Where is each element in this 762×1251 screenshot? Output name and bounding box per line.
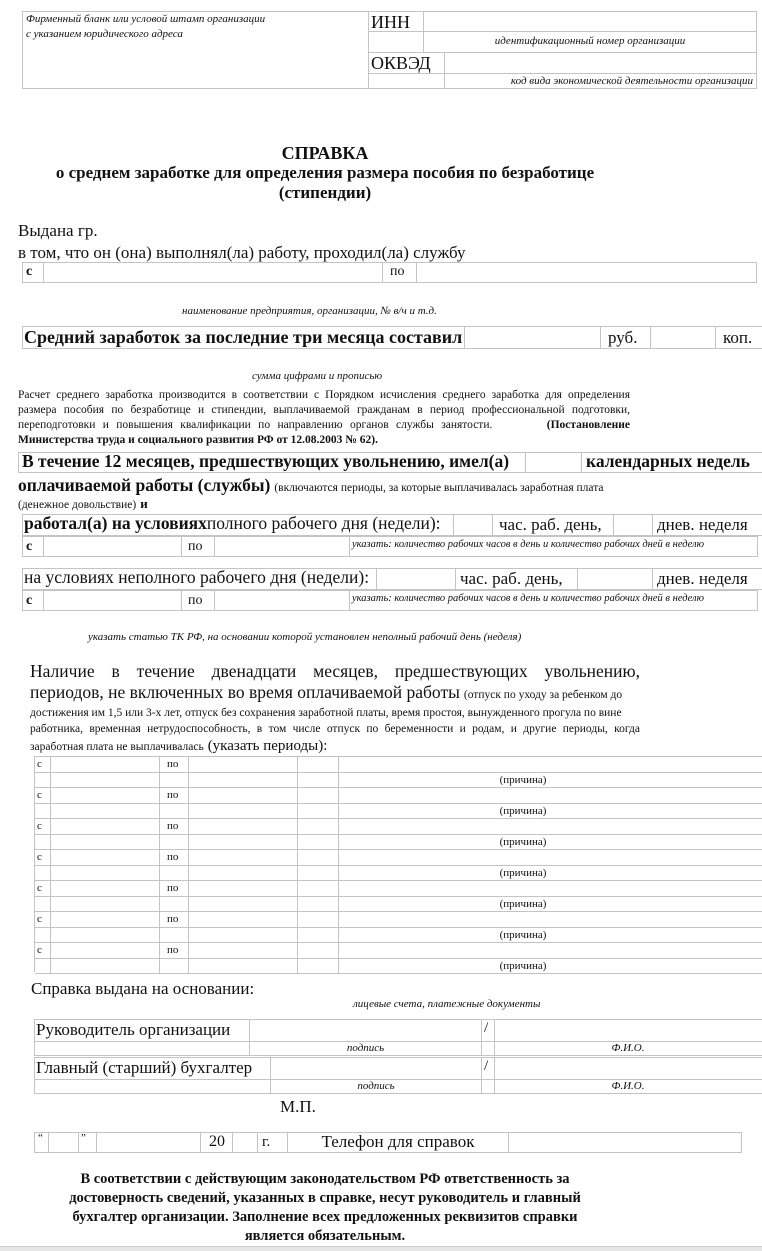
period-dates-row — [35, 757, 762, 773]
period-to-label: по — [160, 788, 189, 804]
stamp-caption-line1: Фирменный бланк или условой штамп организации — [26, 13, 266, 25]
period-blank-cell — [189, 866, 298, 882]
period-blank-cell — [51, 835, 160, 851]
issued-to-label: Выдана гр. — [18, 221, 98, 240]
inn-caption: идентификационный номер организации — [494, 35, 686, 47]
period-reason-row — [35, 897, 762, 913]
inn-input[interactable] — [423, 11, 757, 32]
full-time-label-plain: полного рабочего дня (недели): — [206, 513, 441, 533]
period-blank-cell — [160, 897, 189, 913]
work-from-input[interactable] — [43, 262, 383, 283]
phone-input[interactable] — [508, 1132, 742, 1153]
year-prefix: 20 — [209, 1133, 225, 1150]
full-time-hours-input[interactable] — [453, 514, 493, 536]
period-reason-input[interactable] — [339, 912, 762, 928]
full-time-label-bold: работал(а) на условиях — [24, 513, 207, 533]
period-blank-cell — [298, 928, 339, 944]
period-reason-input[interactable] — [339, 757, 762, 773]
excluded-periods-table — [34, 756, 762, 972]
org-caption: наименование предприятия, организации, № в/ч и т.д. — [182, 305, 437, 317]
director-caption-slash-spacer — [481, 1041, 495, 1056]
stamp-caption-line2: с указанием юридического адреса — [26, 28, 183, 40]
accountant-signature-caption: подпись — [357, 1080, 395, 1092]
notice-line-1: В соответствии с действующим законодательством РФ ответственность за — [80, 1171, 570, 1187]
period-from-label: с — [35, 788, 51, 804]
period-reason-input[interactable]: (причина) — [339, 835, 762, 851]
period-blank-cell — [298, 866, 339, 882]
part-time-days-label: днев. неделя — [657, 569, 748, 588]
doc-title: СПРАВКА — [281, 143, 369, 163]
from-label: с — [26, 264, 33, 279]
period-blank-cell — [160, 804, 189, 820]
tk-article-caption: указать статью ТК РФ, на основании которой установлен неполный рабочий день (неделя) — [88, 631, 522, 643]
excluded-line-3: достижения им 1,5 или 3-х лет, отпуск без сохранения заработной платы, время простоя, вынужденного прогула по вине — [30, 707, 622, 719]
day-input[interactable] — [48, 1132, 79, 1153]
rub-input[interactable] — [464, 326, 601, 349]
period-blank-cell — [160, 866, 189, 882]
period-blank-cell — [35, 928, 51, 944]
worked-label: в том, что он (она) выполнял(ла) работу, проходил(ла) службу — [18, 243, 466, 262]
inn-caption-spacer — [368, 31, 424, 53]
period-from-label: с — [35, 943, 51, 959]
basis-caption: лицевые счета, платежные документы — [353, 998, 541, 1010]
part-from-input[interactable] — [43, 590, 182, 611]
paid-work-label: оплачиваемой работы (службы) — [18, 475, 271, 495]
period-blank-cell — [51, 928, 160, 944]
period-blank-cell — [35, 804, 51, 820]
average-label: Средний заработок за последние три месяца составил — [24, 327, 463, 347]
full-time-days-label: днев. неделя — [657, 515, 748, 534]
phone-label: Телефон для справок — [321, 1132, 475, 1151]
period-reason-input[interactable] — [298, 788, 339, 804]
period-to-input[interactable] — [189, 943, 298, 959]
doc-subtitle: о среднем заработке для определения размера пособия по безработице — [55, 163, 595, 182]
period-blank-cell — [35, 835, 51, 851]
paid-work-line-2 — [18, 496, 148, 512]
period-blank-cell — [189, 773, 298, 789]
excluded-line-5: заработная плата не выплачивалась — [30, 741, 204, 753]
amount-caption: сумма цифрами и прописью — [252, 370, 383, 382]
period-reason-input[interactable] — [298, 881, 339, 897]
stamp-place-label: М.П. — [280, 1097, 316, 1116]
excluded-line-2-note: (отпуск по уходу за ребенком до — [463, 689, 623, 701]
note-line-2: размера пособия по безработице и стипендии, выплачиваемой гражданам в период профессиональной подготовки, — [18, 404, 630, 416]
part-time-hours-input[interactable] — [376, 568, 456, 590]
accountant-label: Главный (старший) бухгалтер — [36, 1058, 253, 1077]
period-blank-cell — [160, 773, 189, 789]
period-reason-input[interactable]: (причина) — [339, 804, 762, 820]
paid-work-line — [18, 477, 603, 495]
period-from-input[interactable] — [51, 881, 160, 897]
part-time-hint: указать: количество рабочих часов в день и количество рабочих дней в неделю — [352, 593, 705, 604]
period-from-input[interactable] — [51, 850, 160, 866]
accountant-signature-input[interactable] — [270, 1057, 482, 1080]
director-slash: / — [484, 1020, 489, 1036]
period-reason-input[interactable]: (причина) — [339, 959, 762, 975]
period-to-input[interactable] — [189, 881, 298, 897]
excluded-periods-text — [30, 660, 640, 756]
period-reason-input[interactable] — [339, 819, 762, 835]
period-blank-cell — [35, 897, 51, 913]
period-blank-cell — [51, 897, 160, 913]
page-bottom-edge — [0, 1246, 762, 1251]
accountant-caption-slash-spacer — [481, 1079, 495, 1094]
period-dates-row — [35, 881, 762, 897]
period-blank-cell — [189, 959, 298, 975]
kop-input[interactable] — [650, 326, 716, 349]
period-dates-row — [35, 788, 762, 804]
period-reason-input[interactable] — [339, 943, 762, 959]
period-from-input[interactable] — [51, 819, 160, 835]
part-to-input[interactable] — [214, 590, 350, 611]
period-blank-cell — [298, 835, 339, 851]
responsibility-notice — [0, 1170, 650, 1246]
period-from-label: с — [35, 881, 51, 897]
director-caption-spacer — [34, 1041, 250, 1056]
period-dates-row — [35, 943, 762, 959]
period-blank-cell — [35, 866, 51, 882]
period-to-input[interactable] — [189, 850, 298, 866]
accountant-name-caption: Ф.И.О. — [611, 1080, 645, 1092]
period-reason-row — [35, 773, 762, 789]
period-blank-cell — [189, 928, 298, 944]
rub-label: руб. — [608, 328, 638, 347]
period-blank-cell — [298, 959, 339, 975]
period-reason-row — [35, 928, 762, 944]
part-to-label: по — [188, 593, 203, 608]
period-to-input[interactable] — [189, 757, 298, 773]
period-blank-cell — [189, 897, 298, 913]
accountant-slash: / — [484, 1058, 489, 1074]
year-input[interactable] — [232, 1132, 258, 1153]
period-reason-input[interactable] — [298, 757, 339, 773]
period-from-label: с — [35, 819, 51, 835]
and-label: и — [140, 496, 148, 511]
director-label: Руководитель организации — [36, 1020, 231, 1039]
period-from-input[interactable] — [51, 788, 160, 804]
period-to-label: по — [160, 881, 189, 897]
period-reason-input[interactable] — [339, 850, 762, 866]
full-from-label: с — [26, 539, 33, 554]
full-time-days-input[interactable] — [613, 514, 653, 536]
okved-caption: код вида экономической деятельности организации — [510, 75, 753, 87]
part-time-label: на условиях неполного рабочего дня (недели): — [24, 567, 370, 587]
full-time-label — [24, 515, 441, 533]
period-from-input[interactable] — [51, 912, 160, 928]
period-reason-input[interactable] — [298, 819, 339, 835]
period-dates-row — [35, 912, 762, 928]
close-quote: ” — [81, 1132, 86, 1144]
period-blank-cell — [160, 959, 189, 975]
period-blank-cell — [298, 773, 339, 789]
period-reason-row — [35, 866, 762, 882]
period-from-label: с — [35, 850, 51, 866]
period-to-input[interactable] — [189, 912, 298, 928]
period-reason-input[interactable] — [298, 943, 339, 959]
full-to-label: по — [188, 539, 203, 554]
accountant-name-input[interactable] — [494, 1057, 762, 1080]
weeks-label: В течение 12 месяцев, предшествующих увольнению, имел(а) — [22, 451, 510, 471]
okved-input[interactable] — [444, 52, 757, 74]
period-to-label: по — [160, 850, 189, 866]
period-reason-input[interactable]: (причина) — [339, 897, 762, 913]
period-blank-cell — [51, 804, 160, 820]
excluded-line-1: Наличие в течение двенадцати месяцев, предшествующих увольнению, — [30, 661, 640, 681]
kop-label: коп. — [723, 328, 753, 347]
basis-label: Справка выдана на основании: — [31, 979, 255, 998]
period-reason-input[interactable] — [339, 788, 762, 804]
doc-subtitle-2: (стипендии) — [278, 183, 372, 202]
notice-line-2: достоверность сведений, указанных в справке, несут руководитель и главный — [69, 1190, 581, 1206]
note-line-1: Расчет среднего заработка производится в соответствии с Порядком исчисления среднего заработка для определения — [18, 389, 630, 401]
period-blank-cell — [35, 773, 51, 789]
full-time-hours-label: час. раб. день, — [499, 515, 602, 534]
period-blank-cell — [298, 897, 339, 913]
excluded-line-4: работника, временная нетрудоспособность, в том числе отпуск по беременности и родам, и другие периоды, когда — [30, 723, 640, 735]
period-reason-row — [35, 804, 762, 820]
excluded-line-2: периодов, не включенных во время оплачиваемой работы — [30, 682, 460, 702]
period-blank-cell — [51, 866, 160, 882]
full-time-hint: указать: количество рабочих часов в день и количество рабочих дней в неделю — [352, 539, 705, 550]
period-reason-input[interactable]: (причина) — [339, 773, 762, 789]
to-label: по — [390, 264, 405, 279]
part-time-hours-label: час. раб. день, — [460, 569, 563, 588]
note-line-4: Министерства труда и социального развития РФ от 12.08.2003 № 62). — [18, 434, 378, 446]
part-time-days-input[interactable] — [577, 568, 653, 590]
note-line-3: переподготовки и повышения квалификации по направлению органов службы занятости. — [18, 419, 493, 431]
director-name-caption: Ф.И.О. — [611, 1042, 645, 1054]
period-reason-input[interactable] — [298, 850, 339, 866]
period-blank-cell — [160, 835, 189, 851]
director-signature-input[interactable] — [249, 1019, 482, 1042]
period-blank-cell — [51, 773, 160, 789]
part-from-label: с — [26, 593, 33, 608]
okved-caption-spacer — [368, 73, 445, 89]
period-blank-cell — [298, 804, 339, 820]
period-from-input[interactable] — [51, 757, 160, 773]
calculation-note — [18, 388, 630, 448]
period-reason-input[interactable] — [339, 881, 762, 897]
allowance-note: (денежное довольствие) — [18, 499, 137, 511]
okved-label: ОКВЭД — [371, 53, 431, 73]
period-to-input[interactable] — [189, 788, 298, 804]
period-reason-input[interactable]: (причина) — [339, 928, 762, 944]
director-name-input[interactable] — [494, 1019, 762, 1042]
inn-label: ИНН — [371, 12, 410, 32]
period-reason-input[interactable]: (причина) — [339, 866, 762, 882]
period-dates-row — [35, 819, 762, 835]
director-signature-caption: подпись — [346, 1042, 385, 1054]
period-blank-cell — [51, 959, 160, 975]
period-to-label: по — [160, 943, 189, 959]
note-line-3-bold: (Постановление — [546, 419, 630, 431]
period-blank-cell — [189, 835, 298, 851]
weeks-input[interactable] — [525, 452, 582, 473]
period-blank-cell — [35, 959, 51, 975]
year-suffix: г. — [262, 1134, 271, 1150]
period-reason-input[interactable] — [298, 912, 339, 928]
period-from-label: с — [35, 912, 51, 928]
period-from-label: с — [35, 757, 51, 773]
paid-work-note: (включаются периоды, за которые выплачивалась заработная плата — [274, 482, 604, 494]
notice-line-4: является обязательным. — [244, 1228, 406, 1244]
weeks-end-label: календарных недель — [586, 451, 750, 471]
work-to-input[interactable] — [416, 262, 757, 283]
open-quote: “ — [38, 1132, 43, 1144]
period-to-input[interactable] — [189, 819, 298, 835]
excluded-line-5-big: (указать периоды): — [207, 738, 328, 754]
period-blank-cell — [189, 804, 298, 820]
full-to-input[interactable] — [214, 536, 350, 557]
accountant-caption-spacer — [34, 1079, 271, 1094]
full-from-input[interactable] — [43, 536, 182, 557]
period-from-input[interactable] — [51, 943, 160, 959]
period-to-label: по — [160, 819, 189, 835]
period-dates-row — [35, 850, 762, 866]
period-to-label: по — [160, 757, 189, 773]
month-input[interactable] — [96, 1132, 201, 1153]
period-reason-row — [35, 959, 762, 975]
period-blank-cell — [160, 928, 189, 944]
period-to-label: по — [160, 912, 189, 928]
period-reason-row — [35, 835, 762, 851]
notice-line-3: бухгалтер организации. Заполнение всех предложенных реквизитов справки — [72, 1209, 578, 1225]
